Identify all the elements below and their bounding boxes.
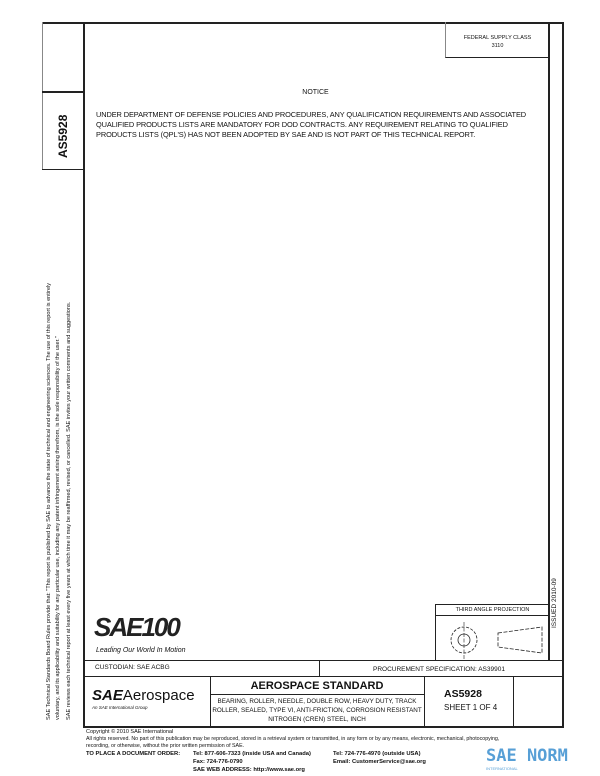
- sae100-logo: [94, 613, 179, 641]
- frame-inner-right: [548, 22, 550, 660]
- fax: Fax: 724-776-0790: [193, 759, 243, 765]
- notice-body: UNDER DEPARTMENT OF DEFENSE POLICIES AND PROCEDURES, ANY QUALIFICATION REQUIREMENTS AND ASSOCIATED QUALIFIED PRODUCTS LISTS ARE MANDATORY FOR DOD CONTRACTS. ANY REQUIREMENT RELATING TO QUALIFIED PRODUCTS LISTS (QPL'S) HAS NOT BEEN ADOPTED BY SAE AND IS NOT PART OF THIS TECHNICAL REPORT.: [96, 110, 527, 139]
- watermark-sub: INTERNATIONAL: [486, 766, 518, 771]
- frame-left-outer: [42, 22, 43, 170]
- projection-label: THIRD ANGLE PROJECTION: [436, 605, 549, 616]
- tel-inside: Tel: 877-606-7323 (inside USA and Canada): [193, 751, 311, 757]
- side-doc-number: AS5928: [56, 114, 70, 158]
- frame-left: [83, 22, 85, 727]
- tb-div3: [513, 677, 514, 727]
- issued-date: ISSUED 2010-09: [551, 578, 558, 628]
- side-boilerplate-3: SAE reviews each technical report at least every five years at which time it may be reaffirmed, revised, or cancelled. SAE invites your written comments and suggestions.: [66, 301, 72, 720]
- tb-div2: [424, 677, 425, 727]
- order-label: TO PLACE A DOCUMENT ORDER:: [86, 751, 181, 757]
- aero-sub: An SAE International Group: [92, 705, 148, 710]
- sae100-tagline: Leading Our World In Motion: [96, 647, 186, 654]
- notice-title: NOTICE: [302, 89, 329, 96]
- email: Email: CustomerService@sae.org: [333, 759, 426, 765]
- doc-number: AS5928: [444, 688, 482, 700]
- aero-brand: SAE: [92, 687, 123, 704]
- sae100-wordmark: SAE100: [94, 612, 179, 642]
- rights: All rights reserved. No part of this publication may be reproduced, stored in a retrieval system or transmitted, in any form or by any means, electronic, mechanical, photocopying,: [86, 736, 500, 742]
- standard-heading: AEROSPACE STANDARD: [250, 680, 384, 692]
- watermark-text: SAE NORM: [486, 746, 568, 766]
- procurement-spec: PROCUREMENT SPECIFICATION: AS39901: [373, 666, 505, 673]
- document-title: BEARING, ROLLER, NEEDLE, DOUBLE ROW, HEAVY DUTY, TRACK ROLLER, SEALED, TYPE VI, ANTI-FRICTION, CORROSION RESISTANT NITROGEN (CREN) STEEL, INCH: [212, 698, 422, 723]
- projection-box: [435, 604, 549, 661]
- side-boilerplate-2: voluntary, and its applicability and suitability for any particular use, including any patent infringement arising therefrom, is the sole responsibility of the user.": [55, 336, 61, 720]
- rights-2: recording, or otherwise, without the prior written permission of SAE.: [86, 743, 245, 749]
- custodian: CUSTODIAN: SAE ACBG: [95, 664, 170, 671]
- frame-right: [562, 22, 564, 727]
- sae-norm-watermark: [486, 747, 568, 771]
- custodian-row: [83, 660, 563, 677]
- side-box-bottom: [42, 169, 84, 170]
- aero-word: Aerospace: [122, 687, 195, 704]
- side-boilerplate-1: SAE Technical Standards Board Rules provide that: "This report is published by SAE to advance the state of technical and engineering sciences. The use of this report is entirely: [46, 282, 52, 720]
- fsc-number: 3110: [491, 43, 504, 49]
- copyright: Copyright © 2010 SAE International: [86, 729, 174, 735]
- custodian-divider: [319, 661, 320, 677]
- third-angle-projection-icon: [436, 616, 548, 660]
- sheet-number: SHEET 1 OF 4: [444, 703, 498, 712]
- side-box-divider: [42, 91, 84, 93]
- fsc-box: [445, 22, 549, 58]
- web-address[interactable]: SAE WEB ADDRESS: http://www.sae.org: [193, 767, 305, 773]
- tb-hdiv: [210, 694, 424, 695]
- fsc-label: FEDERAL SUPPLY CLASS: [463, 35, 532, 41]
- tel-outside: Tel: 724-776-4970 (outside USA): [333, 751, 421, 757]
- frame-bottom: [83, 726, 564, 728]
- aerospace-logo: [92, 687, 195, 710]
